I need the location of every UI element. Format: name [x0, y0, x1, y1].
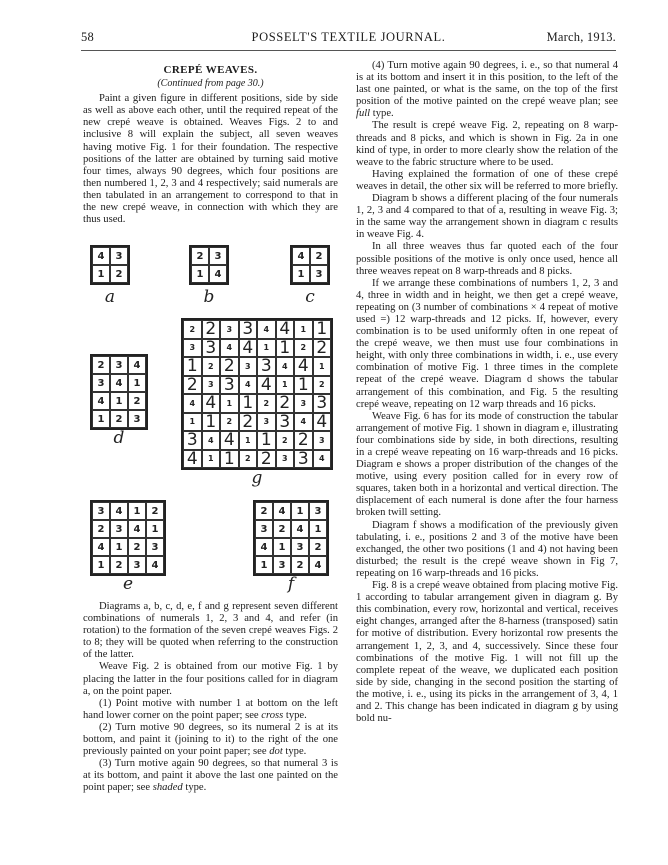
diagram-cell: 1 — [257, 339, 276, 358]
page-number: 58 — [81, 30, 94, 44]
article-subtitle: (Continued from page 30.) — [157, 78, 264, 90]
diagram-cell: 1 — [128, 502, 146, 520]
diagram-cell: 3 — [276, 413, 295, 432]
diagram-cell: 1 — [92, 265, 110, 283]
diagram-b-label: b — [203, 287, 215, 307]
diagram-cell: 3 — [239, 357, 258, 376]
weave6-paragraph: Weave Fig. 6 has for its mode of construction the tabular arrangement of motive Fig. 1 shown in diagram e, illustrating four combinations side by side, in both directions, resulting in a crepé weave repeating on 16 warp-threads and 16 picks. Diagram e shows a proper distribution of the changes of the motive, using every position called for in every row of squares, taken both in a horizontal and vertical direction. The displacement of each numeral is done after the four harness broken twill setting. — [356, 410, 618, 519]
diagram-cell: 1 — [92, 556, 110, 574]
diagram-cell: 2 — [291, 556, 309, 574]
diagram-cell: 1 — [313, 357, 332, 376]
diagram-cell: 2 — [309, 538, 327, 556]
diagram-cell: 2 — [92, 520, 110, 538]
diagram-cell: 4 — [309, 556, 327, 574]
diagram-cell: 3 — [220, 320, 239, 339]
diagram-cell: 1 — [146, 520, 164, 538]
diagram-cell: 1 — [110, 538, 128, 556]
diagram-cell: 4 — [257, 376, 276, 395]
arrange-paragraph: If we arrange these combinations of numbers 1, 2, 3 and 4, three in width and in height, we then get a crepé weave, repeating on (3 number of combinations × 4 repeat of motive used =) 12 warp-threads and 12 picks. If, however, every combination is to be used uniformly often in one repeat of the crepé weave, we then must use four combinations in height, with only three combinations in width, i. e., use every combination of motive Fig. 1 three times in the complete repeat of the crepé weave. Diagram d shows the tabular arrangement of this combination, and Fig. 5 the resulting crepé weave, repeating on 12 warp threads and 16 picks. — [356, 277, 618, 410]
diagram-cell: 4 — [294, 413, 313, 432]
diagram-cell: 1 — [276, 376, 295, 395]
diagram-cell: 4 — [92, 392, 110, 410]
diagram-cell: 1 — [128, 374, 146, 392]
diagram-cell: 1 — [110, 392, 128, 410]
diagram-cell: 3 — [146, 538, 164, 556]
diagrams-paragraph: Diagrams a, b, c, d, e, f and g represent seven different combinations of numerals 1, 2, 3 and 4, and refer (in rotation) to the formation of the seven crepé weaves Figs. 2 to 8; they will be quoted when referring to the construction of the latter. — [83, 601, 338, 661]
diagram-cell: 1 — [92, 410, 110, 428]
diagram-cell: 4 — [257, 320, 276, 339]
diagram-cell: 1 — [257, 431, 276, 450]
diagram-cell: 3 — [110, 247, 128, 265]
diagram-cell: 2 — [239, 450, 258, 469]
diagram-cell: 2 — [191, 247, 209, 265]
diagram-cell: 4 — [92, 538, 110, 556]
diagram-f-label: f — [287, 574, 295, 594]
diagram-cell: 2 — [110, 556, 128, 574]
diagram-cell: 2 — [202, 320, 221, 339]
step-2-paragraph: (2) Turn motive 90 degrees, so its numeral 2 is at its bottom, and paint it (joining to it) to the right of the one previously painted on your point paper; see dot type. — [83, 721, 338, 758]
diagram-cell: 4 — [291, 520, 309, 538]
diagram-cell: 4 — [92, 247, 110, 265]
diagram-cell: 1 — [294, 320, 313, 339]
diagram-cell: 4 — [239, 339, 258, 358]
diagram-cell: 2 — [128, 538, 146, 556]
diagram-cell: 3 — [257, 357, 276, 376]
diagram-cell: 2 — [310, 247, 328, 265]
diagram-cell: 2 — [313, 339, 332, 358]
diagram-cell: 1 — [294, 376, 313, 395]
diagram-cell: 4 — [294, 357, 313, 376]
diagram-cell: 3 — [310, 265, 328, 283]
diagram-cell: 3 — [294, 450, 313, 469]
fig8-paragraph: Fig. 8 is a crepé weave obtained from placing motive Fig. 1 according to tabular arrangement given in diagram g. By this combination, every row, horizontal and vertical, receives eight changes, arranged after the 8-harness (transposed) satin for motive of distribution. Every horizontal row presents the arrangement 1, 2, 3, and 4, successively. Since these four combinations of the motive Fig. 1 will not fill up the complete repeat of the weave, we duplicated each position side by side, changing in the second position the starting of the motive, i. e., using its picks in the arrangement of 3, 4, 1 and 2. This change has been indicated in diagram g by using bold nu- — [356, 580, 618, 725]
diagram-cell: 2 — [110, 410, 128, 428]
diagram-cell: 4 — [183, 450, 202, 469]
diagram-cell: 3 — [92, 502, 110, 520]
diagram-cell: 2 — [128, 392, 146, 410]
diagram-cell: 2 — [257, 450, 276, 469]
diagram-cell: 4 — [313, 413, 332, 432]
diagram-cell: 1 — [220, 394, 239, 413]
diagram-cell: 4 — [313, 450, 332, 469]
diagram-cell: 1 — [220, 450, 239, 469]
diagram-cell: 3 — [92, 374, 110, 392]
diagram-cell: 2 — [294, 339, 313, 358]
diagram-cell: 2 — [146, 502, 164, 520]
diagram-cell: 4 — [255, 538, 273, 556]
page-header — [81, 30, 616, 46]
diagram-cell: 3 — [273, 556, 291, 574]
diagram-cell: 2 — [257, 394, 276, 413]
journal-title: POSSELT'S TEXTILE JOURNAL. — [251, 30, 446, 44]
diagram-a-grid — [90, 245, 130, 285]
diagram-cell: 3 — [313, 394, 332, 413]
diagram-cell: 1 — [309, 520, 327, 538]
diagram-cell: 3 — [276, 450, 295, 469]
diagram-cell: 4 — [292, 247, 310, 265]
diagram-cell: 3 — [110, 356, 128, 374]
diagram-cell: 3 — [110, 520, 128, 538]
diagram-cell: 1 — [313, 320, 332, 339]
diagram-a-label: a — [104, 287, 116, 307]
result-paragraph: The result is crepé weave Fig. 2, repeating on 8 warp-threads and 8 picks, and which is shown in Fig. 2a in one kind of type, in order to more clearly show the relation of the weave to the fabric structure where to be used. — [356, 120, 618, 168]
diagram-c-label: c — [305, 287, 315, 307]
right-column — [356, 60, 618, 725]
diagram-cell: 1 — [202, 450, 221, 469]
diagram-cell: 3 — [183, 339, 202, 358]
diagram-cell: 3 — [202, 339, 221, 358]
diagram-cell: 4 — [220, 339, 239, 358]
diagram-cell: 4 — [128, 520, 146, 538]
diagram-cell: 1 — [239, 431, 258, 450]
diagram-cell: 3 — [220, 376, 239, 395]
article-title: CREPÉ WEAVES. — [163, 64, 258, 76]
diagram-cell: 4 — [183, 394, 202, 413]
diagram-cell: 2 — [220, 413, 239, 432]
diagram-cell: 3 — [309, 502, 327, 520]
diagram-cell: 1 — [255, 556, 273, 574]
diagram-cell: 2 — [313, 376, 332, 395]
diagram-cell: 1 — [183, 413, 202, 432]
diagram-cell: 2 — [202, 357, 221, 376]
diagram-cell: 1 — [202, 413, 221, 432]
diagram-cell: 4 — [146, 556, 164, 574]
diagram-cell: 3 — [239, 320, 258, 339]
diagram-cell: 3 — [128, 410, 146, 428]
diagram-cell: 4 — [276, 320, 295, 339]
diagram-f-paragraph: Diagram f shows a modification of the previously given tabulating, i. e., positions 2 and 3 of the motive have been exchanged, the other two positions (1 and 4) not having been disturbed; the result is the crepé weave shown in Fig 7, repeating on 16 warp-threads and 16 picks. — [356, 519, 618, 579]
diagram-cell: 2 — [92, 356, 110, 374]
diagram-cell: 2 — [294, 431, 313, 450]
diagram-cell: 1 — [273, 538, 291, 556]
diagram-cell: 4 — [220, 431, 239, 450]
diagram-cell: 4 — [128, 356, 146, 374]
step-4-paragraph: (4) Turn motive again 90 degrees, i. e., so that numeral 4 is at its bottom and insert it in this position, to the left of the last one painted, or what is the same, on the top of the first position of the motive painted on the crepé weave plan; see full type. — [356, 60, 618, 120]
diagram-cell: 3 — [257, 413, 276, 432]
diagram-e-grid — [90, 500, 166, 576]
diagram-e-label: e — [122, 574, 134, 594]
diagram-cell: 2 — [110, 265, 128, 283]
diagram-cell: 1 — [191, 265, 209, 283]
issue-date: March, 1913. — [546, 30, 616, 44]
header-rule — [81, 50, 616, 51]
diagram-cell: 4 — [202, 394, 221, 413]
diagram-cell: 3 — [209, 247, 227, 265]
diagram-cell: 3 — [202, 376, 221, 395]
diagram-g-grid — [181, 318, 333, 470]
diagram-cell: 2 — [239, 413, 258, 432]
intro-paragraph: Paint a given figure in different positions, side by side as well as above each other, until the required repeat of the new crepé weave is obtained. Weaves Figs. 2 to and inclusive 8 will explain the subject, all seven weaves having motive Fig. 1 for their foundation. The respective positions of the latter are obtained by turning said motive four times, always 90 degrees, which four positions are then numbered 1, 2, 3 and 4 respectively; said numerals are then tabulated in an arrangement to correspond to that in the new crepé weave, in connection with which they are thus used. — [83, 93, 338, 226]
having-explained-paragraph: Having explained the formation of one of these crepé weaves in detail, the other six will be referred to more briefly. — [356, 168, 618, 192]
diagram-cell: 3 — [183, 431, 202, 450]
diagram-cell: 2 — [183, 320, 202, 339]
diagram-cell: 4 — [202, 431, 221, 450]
diagram-g-label: g — [251, 468, 263, 488]
all-three-paragraph: In all three weaves thus far quoted each of the four possible positions of the motive is only once used, hence all three weaves repeat on 8 warp-threads and 8 picks. — [356, 241, 618, 277]
diagram-cell: 1 — [291, 502, 309, 520]
step-3-paragraph: (3) Turn motive again 90 degrees, so that numeral 3 is at its bottom, and paint it above the last one painted on the point paper; see shaded type. — [83, 758, 338, 794]
diagram-cell: 4 — [273, 502, 291, 520]
diagram-cell: 1 — [292, 265, 310, 283]
diagram-cell: 1 — [276, 339, 295, 358]
weave2-paragraph: Weave Fig. 2 is obtained from our motive Fig. 1 by placing the latter in the four positions called for in diagram a, on the point paper. — [83, 661, 338, 697]
diagram-cell: 2 — [273, 520, 291, 538]
diagram-cell: 4 — [110, 502, 128, 520]
diagram-cell: 1 — [183, 357, 202, 376]
left-column-bottom — [83, 601, 338, 795]
diagram-cell: 2 — [220, 357, 239, 376]
diagram-cell: 2 — [183, 376, 202, 395]
diagram-cell: 3 — [291, 538, 309, 556]
diagram-c-grid — [290, 245, 330, 285]
diagram-b-grid — [189, 245, 229, 285]
diagram-cell: 3 — [294, 394, 313, 413]
diagram-cell: 3 — [255, 520, 273, 538]
step-1-paragraph: (1) Point motive with number 1 at bottom on the left hand lower corner on the point paper; see cross type. — [83, 697, 338, 721]
diagram-cell: 2 — [255, 502, 273, 520]
diagram-cell: 4 — [239, 376, 258, 395]
diagram-cell: 3 — [128, 556, 146, 574]
left-column-top — [83, 58, 338, 226]
diagram-cell: 2 — [276, 431, 295, 450]
diagram-cell: 4 — [276, 357, 295, 376]
diagram-cell: 4 — [110, 374, 128, 392]
diagram-d-grid — [90, 354, 148, 430]
diagram-cell: 3 — [313, 431, 332, 450]
diagram-cell: 4 — [209, 265, 227, 283]
diagram-b-paragraph: Diagram b shows a different placing of the four numerals 1, 2, 3 and 4 compared to that of a, resulting in weave Fig. 3; in the same way the arrangement shown in diagram c results in weave Fig. 4. — [356, 193, 618, 241]
diagram-cell: 2 — [276, 394, 295, 413]
diagram-cell: 1 — [239, 394, 258, 413]
diagram-f-grid — [253, 500, 329, 576]
diagram-d-label: d — [113, 428, 125, 448]
